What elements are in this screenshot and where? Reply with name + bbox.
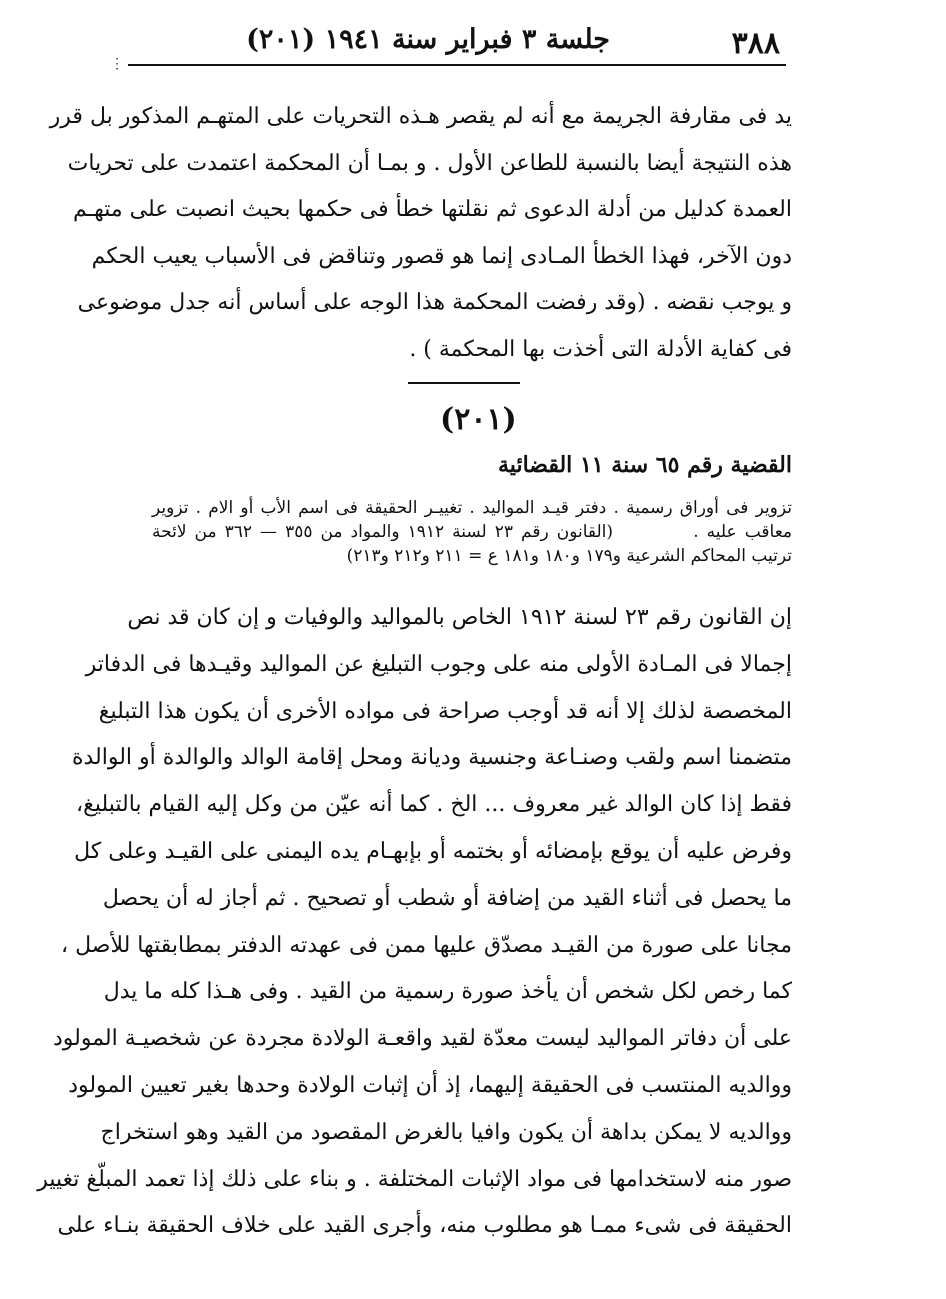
case-title: القضية رقم ٦٥ سنة ١١ القضائية — [498, 452, 792, 478]
text-line: المخصصة لذلك إلا أنه قد أوجب صراحة فى مواده الأخرى أن يكون هذا التبليغ — [98, 698, 792, 724]
text-line: الحقيقة فى شىء ممـا هو مطلوب منه، وأجرى القيد على خلاف الحقيقة بنـاء على — [57, 1213, 792, 1239]
text-line: يد فى مقارفة الجريمة مع أنه لم يقصر هـذه التحريات على المتهـم المذكور بل قرر — [49, 104, 792, 129]
header-rule-tick: ⋮ — [110, 56, 124, 72]
text-line: دون الآخر، فهذا الخطأ المـادى إنما هو قصور وتناقض فى الأسباب يعيب الحكم — [91, 243, 792, 269]
text-line: هذه النتيجة أيضا بالنسبة للطاعن الأول . و بمـا أن المحكمة اعتمدت على تحريات — [67, 150, 792, 176]
text-line: العمدة كدليل من أدلة الدعوى ثم نقلتها خطأ فى حكمها بحيث انصبت على متهـم — [73, 197, 792, 222]
page-number: ٣٨٨ — [731, 26, 780, 61]
text-line: فقط إذا كان الوالد غير معروف ... الخ . كما أنه عيّن من وكل إليه القيام بالتبليغ، — [76, 792, 792, 818]
text-line: كما رخص لكل شخص أن يأخذ صورة رسمية من القيد . وفى هـذا كله ما يدل — [103, 979, 792, 1005]
case-summary — [152, 496, 792, 568]
paragraph-previous-case — [49, 94, 792, 373]
text-line: إن القانون رقم ٢٣ لسنة ١٩١٢ الخاص بالمواليد والوفيات و إن كان قد نص — [127, 605, 792, 630]
section-separator — [408, 382, 520, 384]
text-line: ما يحصل فى أثناء القيد من إضافة أو شطب أو تصحيح . ثم أجاز له أن يحصل — [102, 885, 792, 911]
text-line: على أن دفاتر المواليد ليست معدّة لقيد واقعـة الولادة مجردة عن شخصيـة المولود — [52, 1026, 792, 1052]
paragraph-ruling — [37, 595, 792, 1250]
text-line: فى كفاية الأدلة التى أخذت بها المحكمة ) . — [409, 336, 792, 362]
text-line: ووالديه لا يمكن بداهة أن يكون وافيا بالغرض المقصود من القيد وهو استخراج — [100, 1119, 792, 1145]
text-line: إجمالا فى المـادة الأولى منه على وجوب التبليغ عن المواليد وقيـدها فى الدفاتر — [85, 651, 792, 677]
summary-line: تزوير فى أوراق رسمية . دفتر قيـد المواليد . تغييـر الحقيقة فى اسم الأب أو الام . تزوير — [152, 498, 792, 518]
text-line: مجانا على صورة من القيـد مصدّق عليها ممن فى عهدته الدفتر بمطابقتها للأصل ، — [61, 932, 792, 958]
case-number: (٢٠١) — [440, 402, 517, 437]
text-line: وفرض عليه أن يوقع بإمضائه أو بختمه أو بإبهـام يده اليمنى على القيـد وعلى كل — [74, 838, 792, 864]
text-line: صور منه لاستخدامها فى مواد الإثبات المختلفة . و بناء على ذلك إذا تعمد المبلّغ تغيير — [37, 1166, 792, 1192]
text-line: ووالديه المنتسب فى الحقيقة إليهما، إذ أن إثبات الولادة وحدها بغير تعيين المولود — [68, 1072, 792, 1098]
summary-line: ترتيب المحاكم الشرعية و١٧٩ و١٨٠ و١٨١ ع = ٢١١ و٢١٢ و٢١٣) — [346, 546, 792, 566]
text-line: و يوجب نقضه . (وقد رفضت المحكمة هذا الوجه على أساس أنه جدل موضوعى — [77, 290, 792, 315]
page-header — [110, 18, 786, 72]
header-rule — [128, 64, 786, 66]
running-title: جلسة ٣ فبراير سنة ١٩٤١ (٢٠١) — [246, 24, 610, 55]
summary-line: معاقب عليه . (القانون رقم ٢٣ لسنة ١٩١٢ والمواد من ٣٥٥ — ٣٦٢ من لائحة — [152, 522, 792, 542]
text-line: متضمنا اسم ولقب وصنـاعة وجنسية وديانة ومحل إقامة الوالد والوالدة أو الوالدة — [71, 745, 792, 771]
